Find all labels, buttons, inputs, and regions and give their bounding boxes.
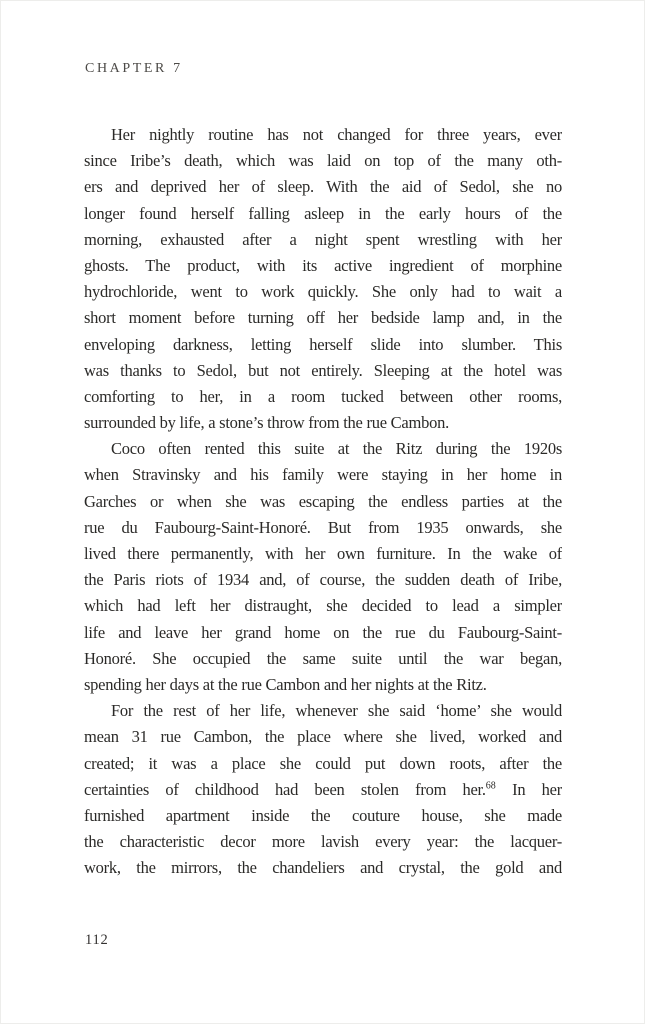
text-block <box>84 122 562 881</box>
text-line: work, the mirrors, the chandeliers and crystal, the gold and <box>84 858 562 878</box>
text-line: life and leave her grand home on the rue du Faubourg-Saint- <box>84 622 562 642</box>
text-line: since Iribe’s death, which was laid on top of the many oth- <box>84 151 562 171</box>
text-line: morning, exhausted after a night spent wrestling with her <box>84 229 562 249</box>
text-line: Honoré. She occupied the same suite until the war began, <box>84 648 562 668</box>
text-line: lived there permanently, with her own furniture. In the wake of <box>84 544 562 563</box>
text-line: comforting to her, in a room tucked between other rooms, <box>84 386 562 406</box>
text-line: For the rest of her life, whenever she said ‘home’ she would <box>111 701 562 721</box>
text-line: hydrochloride, went to work quickly. She only had to wait a <box>84 282 562 302</box>
chapter-header: CHAPTER 7 <box>85 61 183 76</box>
text-line: ghosts. The product, with its active ingredient of morphine <box>84 255 562 275</box>
text-line: enveloping darkness, letting herself slide into slumber. This <box>84 334 562 354</box>
text-line: was thanks to Sedol, but not entirely. Sleeping at the hotel was <box>84 360 562 380</box>
page-number: 112 <box>85 932 109 948</box>
text-line: the characteristic decor more lavish every year: the lacquer- <box>84 832 562 852</box>
text-line: spending her days at the rue Cambon and her nights at the Ritz. <box>84 674 487 694</box>
paragraph <box>84 122 562 436</box>
text-line: short moment before turning off her bedside lamp and, in the <box>84 308 562 328</box>
paragraph <box>84 436 562 698</box>
text-line: Garches or when she was escaping the endless parties at the <box>84 491 562 511</box>
text-line: ers and deprived her of sleep. With the aid of Sedol, she no <box>84 177 562 197</box>
text-line: Her nightly routine has not changed for three years, ever <box>111 125 562 144</box>
text-line: created; it was a place she could put down roots, after the <box>84 753 562 773</box>
text-line: mean 31 rue Cambon, the place where she lived, worked and <box>84 727 562 747</box>
text-line: rue du Faubourg-Saint-Honoré. But from 1935 onwards, she <box>84 517 562 537</box>
text-line: certainties of childhood had been stolen from her.$^{68}$ In her <box>84 779 562 799</box>
text-line: surrounded by life, a stone’s throw from the rue Cambon. <box>84 413 449 433</box>
text-line: longer found herself falling asleep in the early hours of the <box>84 203 562 223</box>
text-line: when Stravinsky and his family were staying in her home in <box>84 465 562 485</box>
text-line: furnished apartment inside the couture house, she made <box>84 805 562 825</box>
text-line: Coco often rented this suite at the Ritz during the 1920s <box>111 439 562 459</box>
footnote-marker: 68 <box>485 780 496 792</box>
text-line: the Paris riots of 1934 and, of course, the sudden death of Iribe, <box>84 570 562 590</box>
text-line: which had left her distraught, she decided to lead a simpler <box>84 596 562 616</box>
paragraph <box>84 698 562 881</box>
